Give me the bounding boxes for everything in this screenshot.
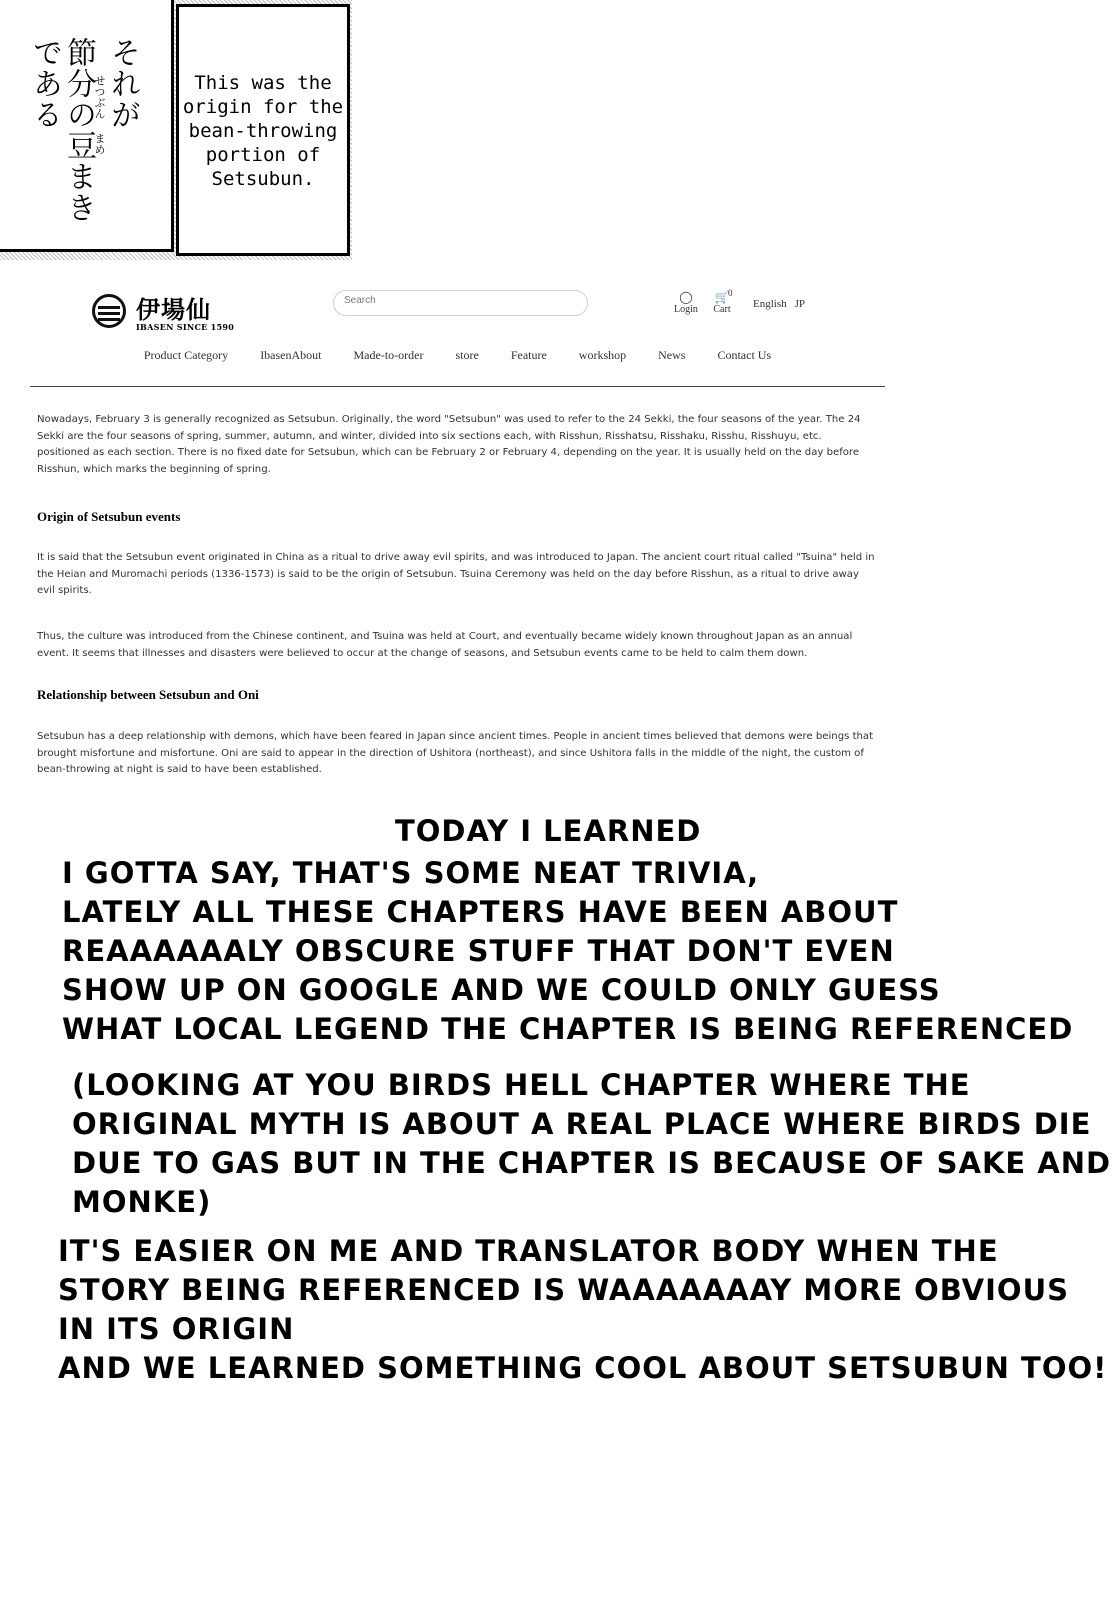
furigana-setsubun: せつぶん: [93, 75, 106, 119]
logo-subtitle: IBASEN SINCE 1590: [136, 322, 235, 332]
japanese-text-column-2: 節分の豆まき: [61, 37, 96, 223]
nav-feature[interactable]: Feature: [510, 348, 547, 362]
cart-button[interactable]: [706, 290, 738, 315]
comment-parenthetical: (LOOKING AT YOU BIRDS HELL CHAPTER WHERE THE ORIGINAL MYTH IS ABOUT A REAL PLACE WHERE BIRDS DIE DUE TO GAS BUT IN THE CHAPTER IS BECAUSE OF SAKE AND MONKE): [72, 1068, 1112, 1219]
user-icon: ◯: [679, 290, 693, 304]
nav-workshop[interactable]: workshop: [578, 348, 627, 362]
english-translation: This was the origin for the bean-throwing portion of Setsubun.: [182, 72, 344, 190]
nav-ibasen-about[interactable]: IbasenAbout: [260, 348, 322, 362]
japanese-text-column-1: それが: [105, 37, 140, 130]
heading-setsubun-and-oni: Relationship between Setsubun and Oni: [37, 687, 259, 702]
article-paragraph-3: Thus, the culture was introduced from the Chinese continent, and Tsuina was held at Court, and eventually became widely known throughout Japan as an annual event. It seems that illnesses and disasters were believed to occur at the change of seasons, and Setsubun events came to be held to calm them down.: [37, 631, 853, 659]
cart-label: Cart: [713, 304, 731, 315]
manga-panel-english: [176, 4, 350, 256]
nav-store[interactable]: store: [455, 348, 479, 362]
comment-closing: IT'S EASIER ON ME AND TRANSLATOR BODY WHEN THE STORY BEING REFERENCED IS WAAAAAAAY MORE OBVIOUS IN ITS ORIGIN AND WE LEARNED SOMETHING COOL ABOUT SETSUBUN TOO!: [58, 1234, 1108, 1385]
login-label: Login: [674, 304, 698, 315]
nav-news[interactable]: News: [658, 348, 686, 362]
main-nav: [30, 348, 885, 363]
manga-panel-japanese: [0, 0, 174, 252]
language-jp-link[interactable]: JP: [794, 298, 806, 310]
search-input[interactable]: Search: [333, 290, 588, 316]
cart-icon: 🛒: [714, 290, 730, 304]
ibasen-logo[interactable]: [92, 292, 235, 332]
article-paragraph-2: It is said that the Setsubun event originated in China as a ritual to drive away evil spirits, and was introduced to Japan. The ancient court ritual called "Tsuina" held in the Heian and Muromachi periods (1336-1573) is said to be the origin of Setsubun. Tsuina Ceremony was held on the day before Risshun, as a ritual to drive away evil spirits.: [37, 552, 875, 596]
nav-made-to-order[interactable]: Made-to-order: [353, 348, 424, 362]
nav-product-category[interactable]: Product Category: [143, 348, 229, 362]
language-english-link[interactable]: English: [753, 298, 787, 310]
header-divider: [30, 386, 885, 387]
manga-panels: [0, 0, 352, 260]
japanese-text-column-3: である: [27, 37, 62, 130]
nav-contact-us[interactable]: Contact Us: [717, 348, 772, 362]
article-paragraph-4: Setsubun has a deep relationship with demons, which have been feared in Japan since ancient times. People in ancient times believed that demons were beings that brought misfortune and misfortune. Oni are said to appear in the direction of Ushitora (northeast), and since Ushitora falls in the middle of the night, the custom of bean-throwing at night is said to have been established.: [37, 731, 874, 775]
ibasen-crest-icon: [92, 294, 126, 328]
comment-main: I GOTTA SAY, THAT'S SOME NEAT TRIVIA, LATELY ALL THESE CHAPTERS HAVE BEEN ABOUT REAAAAAALY OBSCURE STUFF THAT DON'T EVEN SHOW UP ON GOOGLE AND WE COULD ONLY GUESS WHAT LOCAL LEGEND THE CHAPTER IS BEING REFERENCED: [62, 856, 1074, 1046]
comment-title: TODAY I LEARNED: [395, 814, 702, 848]
language-switcher: [753, 298, 813, 310]
login-button[interactable]: [670, 290, 702, 315]
furigana-mame: まめ: [93, 133, 106, 155]
heading-origin-of-setsubun: Origin of Setsubun events: [37, 509, 181, 524]
cart-count: 0: [728, 288, 733, 298]
article-paragraph-1: Nowadays, February 3 is generally recognized as Setsubun. Originally, the word "Setsubun" was used to refer to the 24 Sekki, the four seasons of the year. The 24 Sekki are the four seasons of spring, summer, autumn, and winter, divided into six sections each, with Risshun, Risshatsu, Risshaku, Risshu, Risshuyu, etc. positioned as each section. There is no fixed date for Setsubun, which can be February 2 or February 4, depending on the year. It is usually held on the day before Risshun, which marks the beginning of spring.: [37, 414, 861, 475]
logo-name: 伊場仙: [136, 295, 211, 324]
